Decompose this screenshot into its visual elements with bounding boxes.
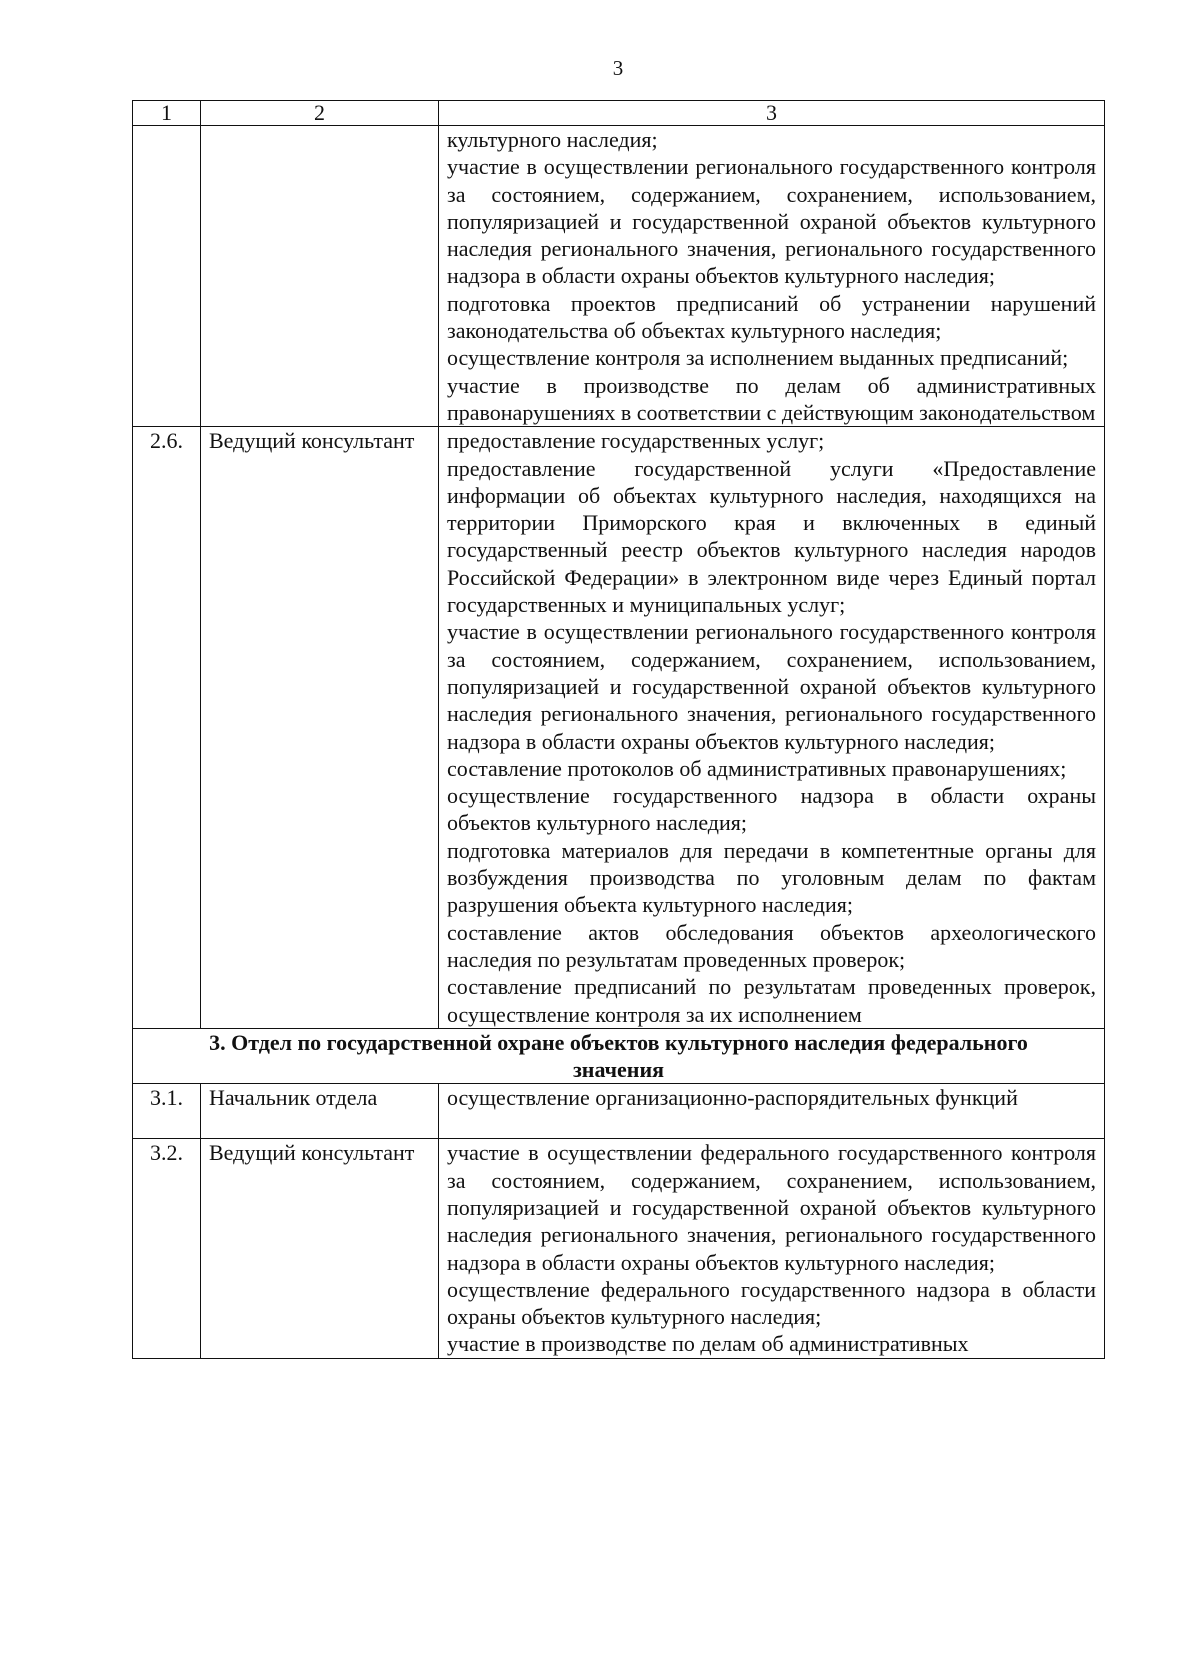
duty-item: участие в осуществлении регионального государственного контроля за состоянием, содержанием, сохранением, использованием, популяризацией и государственной охраной объектов культурного наследия регионального значения, регионального государственного надзора в области охраны объектов культурного наследия;	[447, 154, 1096, 289]
positions-table	[132, 100, 1105, 1359]
duty-item: участие в осуществлении регионального государственного контроля за состоянием, содержанием, сохранением, использованием, популяризацией и государственной охраной объектов культурного наследия регионального значения, регионального государственного надзора в области охраны объектов культурного наследия;	[447, 619, 1096, 754]
section-heading-row	[133, 1028, 1105, 1084]
duty-item: осуществление контроля за исполнением выданных предписаний;	[447, 345, 1069, 371]
table-row	[133, 1139, 1105, 1358]
section-title: 3. Отдел по государственной охране объектов культурного наследия федерального значения	[133, 1028, 1105, 1084]
duties-cell	[439, 1139, 1105, 1358]
duties-cell	[439, 126, 1105, 427]
table-row	[133, 427, 1105, 1029]
column-header-2: 2	[201, 101, 439, 126]
duty-item: предоставление государственных услуг;	[447, 428, 825, 454]
page-number: 3	[612, 56, 624, 80]
duty-item: составление предписаний по результатам проведенных проверок, осуществление контроля за их исполнением	[447, 974, 1096, 1027]
row-number: 3.1.	[133, 1084, 201, 1139]
table-row	[133, 126, 1105, 427]
position-title	[201, 126, 439, 427]
duties-cell	[439, 427, 1105, 1029]
duty-item: подготовка проектов предписаний об устранении нарушений законодательства об объектах культурного наследия;	[447, 290, 1096, 344]
duty-item: культурного наследия;	[447, 127, 658, 152]
row-number	[133, 126, 201, 427]
row-number: 3.2.	[133, 1139, 201, 1358]
duty-item: осуществление государственного надзора в области охраны объектов культурного наследия;	[447, 783, 1096, 836]
table-row	[133, 1084, 1105, 1139]
position-title: Ведущий консультант	[201, 1139, 439, 1358]
duty-item: составление протоколов об административных правонарушениях;	[447, 755, 1067, 781]
column-header-1: 1	[133, 101, 201, 126]
duty-item: осуществление федерального государственного надзора в области охраны объектов культурного наследия;	[447, 1276, 1096, 1330]
column-header-3: 3	[439, 101, 1105, 126]
row-number: 2.6.	[133, 427, 201, 1029]
duty-item: участие в осуществлении федерального государственного контроля за состоянием, содержанием, сохранением, использованием, популяризацией и государственной охраной объектов культурного наследия регионального значения, регионального государственного надзора в области охраны объектов культурного наследия;	[447, 1140, 1096, 1275]
duty-item: подготовка материалов для передачи в компетентные органы для возбуждения производства по уголовным делам по фактам разрушения объекта культурного наследия;	[447, 837, 1096, 918]
position-title: Начальник отдела	[201, 1084, 439, 1139]
duty-item: осуществление организационно-распорядительных функций	[447, 1085, 1018, 1111]
duty-item: участие в производстве по делам об административных правонарушениях в соответствии с действующим законодательством	[447, 372, 1096, 425]
duty-item: участие в производстве по делам об административных	[447, 1331, 969, 1357]
duty-item: предоставление государственной услуги «Предоставление информации об объектах культурного наследия, находящихся на территории Приморского края и включенных в единый государственный реестр объектов культурного наследия народов Российской Федерации» в электронном виде через Единый портал государственных и муниципальных услуг;	[447, 455, 1096, 618]
duty-item: составление актов обследования объектов археологического наследия по результатам проведенных проверок;	[447, 919, 1096, 972]
table-header-row	[133, 101, 1105, 126]
duties-cell	[439, 1084, 1105, 1139]
position-title: Ведущий консультант	[201, 427, 439, 1029]
